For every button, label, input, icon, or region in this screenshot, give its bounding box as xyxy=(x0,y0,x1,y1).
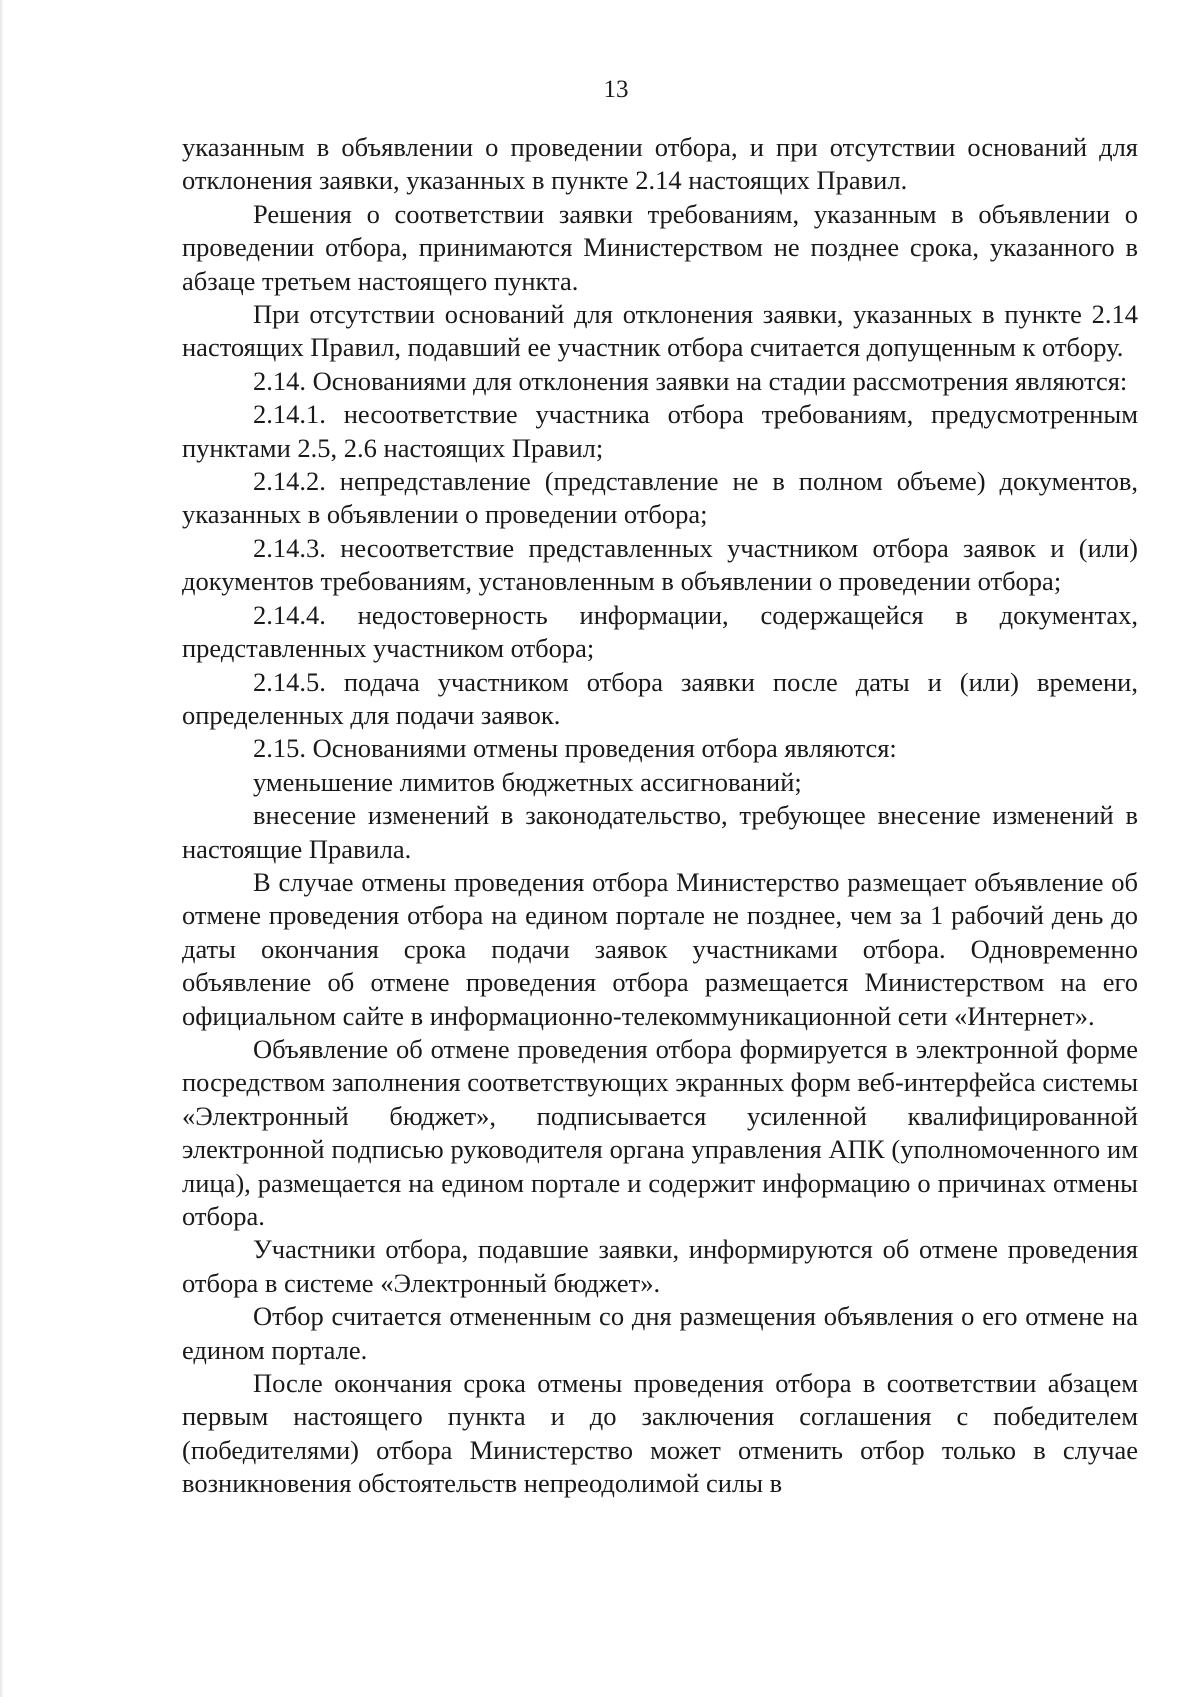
scan-edge xyxy=(0,0,4,1697)
paragraph-continuation: указанным в объявлении о проведении отбора, и при отсутствии оснований для отклонения заявки, указанных в пункте 2.14 настоящих Правил. xyxy=(182,132,1138,196)
paragraph-clause-2-14-3: 2.14.3. несоответствие представленных участником отбора заявок и (или) документов требованиям, установленным в объявлении о проведении отбора; xyxy=(182,532,1138,597)
paragraph-clause-2-14: 2.14. Основаниями для отклонения заявки на стадии рассмотрения являются: xyxy=(253,365,1128,396)
paragraph-clause-2-15: 2.15. Основаниями отмены проведения отбора являются: xyxy=(253,733,897,764)
paragraph-clause-2-14-2: 2.14.2. непредставление (представление не в полном объеме) документов, указанных в объявлении о проведении отбора; xyxy=(182,466,1138,530)
paragraph-clause-2-14-1: 2.14.1. несоответствие участника отбора требованиям, предусмотренным пунктами 2.5, 2.6 настоящих Правил; xyxy=(182,399,1138,463)
paragraph: уменьшение лимитов бюджетных ассигнований; xyxy=(253,766,802,797)
paragraph: внесение изменений в законодательство, требующее внесение изменений в настоящие Правила. xyxy=(182,800,1138,864)
document-body xyxy=(182,131,1138,1501)
paragraph: Решения о соответствии заявки требованиям, указанным в объявлении о проведении отбора, принимаются Министерством не позднее срока, указанного в абзаце третьем настоящего пункта. xyxy=(182,198,1138,296)
page-number: 13 xyxy=(603,76,629,103)
paragraph: Объявление об отмене проведения отбора формируется в электронной форме посредством заполнения соответствующих экранных форм веб-интерфейса системы «Электронный бюджет», подписывается усиленной квалифицированной электронной подписью руководителя органа управления АПК (уполномоченного им лица), размещается на едином портале и содержит информацию о причинах отмены отбора. xyxy=(182,1033,1138,1231)
paragraph: Отбор считается отмененным со дня размещения объявления о его отмене на едином портале. xyxy=(182,1301,1138,1365)
paragraph-clause-2-14-4: 2.14.4. недостоверность информации, содержащейся в документах, представленных участником отбора; xyxy=(182,599,1138,664)
paragraph: При отсутствии оснований для отклонения заявки, указанных в пункте 2.14 настоящих Правил, подавший ее участник отбора считается допущенным к отбору. xyxy=(182,299,1138,363)
paragraph-clause-2-14-5: 2.14.5. подача участником отбора заявки после даты и (или) времени, определенных для подачи заявок. xyxy=(182,666,1138,730)
paragraph: В случае отмены проведения отбора Министерство размещает объявление об отмене проведения отбора на едином портале не позднее, чем за 1 рабочий день до даты окончания срока подачи заявок участниками отбора. Одновременно объявление об отмене проведения отбора размещается Министерством на его официальном сайте в информационно-телекоммуникационной сети «Интернет». xyxy=(182,866,1138,1031)
paragraph: Участники отбора, подавшие заявки, информируются об отмене проведения отбора в системе «Электронный бюджет». xyxy=(182,1234,1138,1298)
paragraph: После окончания срока отмены проведения отбора в соответствии абзацем первым настоящего пункта и до заключения соглашения с победителем (победителями) отбора Министерство может отменить отбор только в случае возникновения обстоятельств непреодолимой силы в xyxy=(182,1368,1138,1499)
